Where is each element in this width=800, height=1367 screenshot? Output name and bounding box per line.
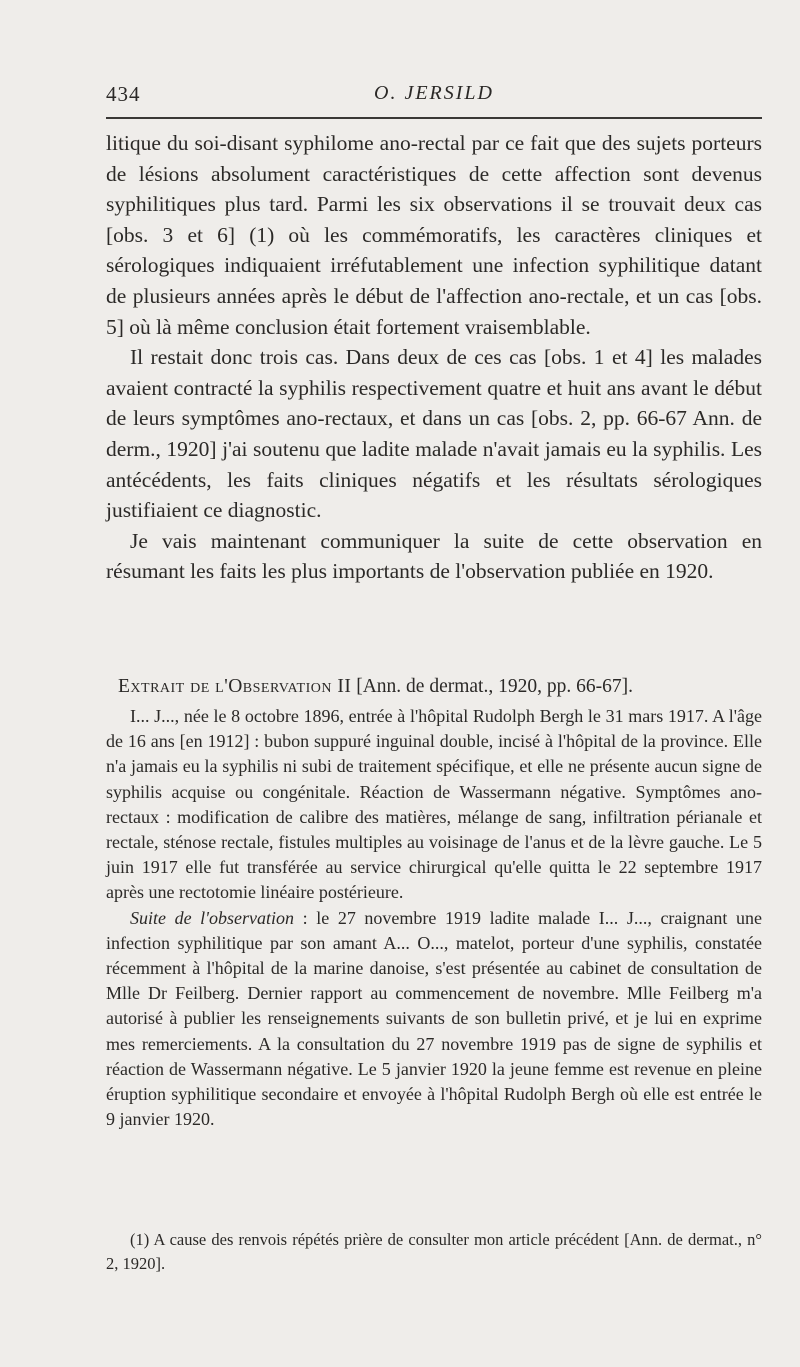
paragraph-lead: Suite de l'observation (130, 907, 295, 928)
extract-heading-label: Extrait de l'Observation II (118, 676, 352, 697)
paragraph: Il restait donc trois cas. Dans deux de ces cas [obs. 1 et 4] les malades avaient contracté la syphilis respectivement quatre et huit ans avant le début de leurs symptômes ano-rectaux, et dans un cas [obs. 2, pp. 66-67 Ann. de derm., 1920] j'ai soutenu que ladite malade n'avait jamais eu la syphilis. Les antécédents, les faits cliniques négatifs et les résultats sérologiques justifiaient ce diagnostic. (106, 345, 762, 523)
observation-text (106, 704, 762, 1132)
page-header (106, 82, 762, 112)
footnote-text: (1) A cause des renvois répétés prière de consulter mon article précédent [Ann. de dermat., n° 2, 1920]. (106, 1230, 762, 1273)
paragraph-body: : le 27 novembre 1919 ladite malade I... J..., craignant une infection syphilitique par son amant A... O..., matelot, porteur d'une syphilis, constatée récemment à l'hôpital de la marine danoise, s'est présentée au cabinet de consultation de Mlle Dr Feilberg. Dernier rapport au commencement de novembre. Mlle Feilberg m'a autorisé à publier les renseignements suivants de son bulletin privé, et je lui en exprime mes remerciements. A la consultation du 27 novembre 1919 pas de signe de syphilis et réaction de Wassermann négative. Le 5 janvier 1920 la jeune femme est revenue en pleine éruption syphilitique secondaire et envoyée à l'hôpital Rudolph Bergh où elle est entrée le 9 janvier 1920. (106, 907, 762, 1130)
main-text (106, 128, 762, 587)
extract-heading (118, 676, 768, 698)
footnote (106, 1228, 762, 1276)
paragraph (106, 906, 762, 1133)
paragraph: Je vais maintenant communiquer la suite de cette observation en résumant les faits les plus importants de l'observation publiée en 1920. (106, 528, 762, 584)
extract-heading-reference: [Ann. de dermat., 1920, pp. 66-67]. (356, 676, 633, 697)
page-number: 434 (106, 82, 141, 106)
paragraph: litique du soi-disant syphilome ano-rectal par ce fait que des sujets porteurs de lésions absolument caractéristiques de cette affection sont devenus syphilitiques plus tard. Parmi les six observations il se trouvait deux cas [obs. 3 et 6] (1) où les commémoratifs, les caractères cliniques et sérologiques indiquaient irréfutablement une infection syphilitique datant de plusieurs années après le début de l'affection ano-rectale, et un cas [obs. 5] où là même conclusion était fortement vraisemblable. (106, 131, 762, 339)
header-rule (106, 117, 762, 119)
paragraph: I... J..., née le 8 octobre 1896, entrée à l'hôpital Rudolph Bergh le 31 mars 1917. A l'âge de 16 ans [en 1912] : bubon suppuré inguinal double, incisé à l'hôpital de la province. Elle n'a jamais eu la syphilis ni subi de traitement spécifique, et elle ne présente aucun signe de syphilis acquise ou congénitale. Réaction de Wassermann négative. Symptômes ano-rectaux : modification de calibre des matières, mélange de sang, infiltration périanale et rectale, sténose rectale, fistules multiples au voisinage de l'anus et de la lèvre gauche. Le 5 juin 1917 elle fut transférée au service chirurgical qu'elle quitta le 22 septembre 1917 après une rectotomie linéaire postérieure. (106, 706, 762, 903)
running-head: O. JERSILD (374, 82, 494, 104)
